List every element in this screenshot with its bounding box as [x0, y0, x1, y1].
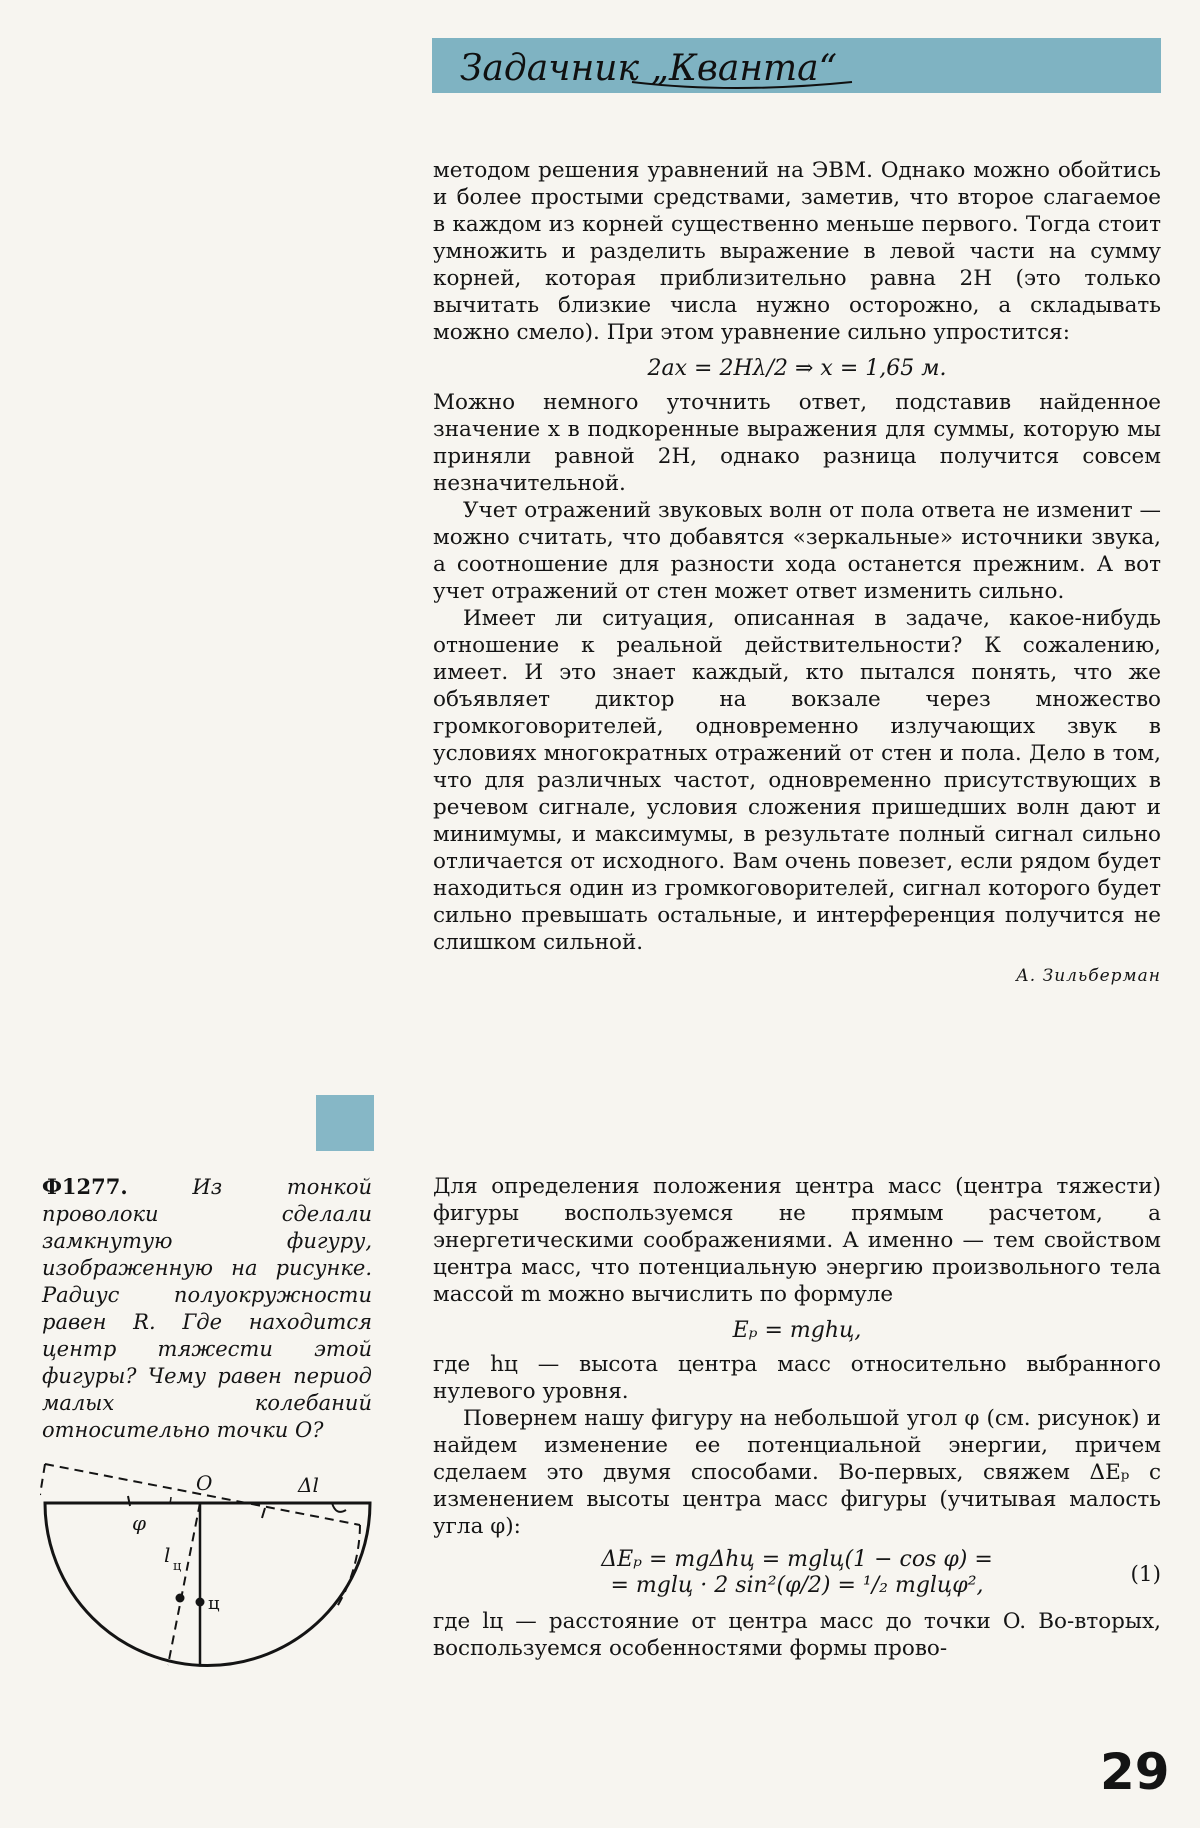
paragraph: где hц — высота центра масс относительно выбранного нулевого уровня. [433, 1352, 1161, 1404]
paragraph: Повернем нашу фигуру на небольшой угол φ (см. рисунок) и найдем изменение ее потенциальной энергии, причем сделаем это двумя способами. Во-первых, свяжем ΔEₚ с изменением высоты центра масс фигуры (учитывая малость угла φ): [433, 1406, 1161, 1539]
equation-number: (1) [1130, 1562, 1161, 1587]
bottom-column [433, 1173, 1161, 1662]
label-phi: φ [132, 1511, 147, 1535]
formula: Eₚ = mghц, [732, 1318, 862, 1343]
paragraph: Для определения положения центра масс (центра тяжести) фигуры воспользуемся не прямым расчетом, а энергетическими соображениями. А именно — тем свойством центра масс, что потенциальную энергию произвольного тела массой m можно вычислить по формуле [433, 1174, 1161, 1307]
formula-line: = mglц · 2 sin²(φ/2) = ¹/₂ mglцφ², [610, 1573, 984, 1598]
paragraph: где lц — расстояние от центра масс до точки O. Во-вторых, воспользуемся особенностями формы прово- [433, 1609, 1161, 1661]
angle-arc [170, 1497, 171, 1503]
top-column [433, 157, 1161, 990]
header-title: Задачник „Кванта“ [460, 48, 838, 89]
paragraph: Имеет ли ситуация, описанная в задаче, какое-нибудь отношение к реальной действительности? К сожалению, имеет. И это знает каждый, кто пытался понять, что же объявляет диктор на вокзале через множество громкоговорителей, одновременно излучающих звук в условиях многократных отражений от стен и пола. Дело в том, что для различных частот, одновременно присутствующих в речевом сигнале, условия сложения пришедших волн дают и минимумы, и максимумы, в результате полный сигнал сильно отличается от исходного. Вам очень повезет, если рядом будет находиться один из громкоговорителей, сигнал которого будет сильно превышать остальные, и интерференция получится не слишком сильной. [433, 606, 1161, 955]
formula-block [433, 1547, 1161, 1599]
label-l: l [164, 1543, 171, 1567]
center-of-mass-point [196, 1598, 205, 1607]
paragraph: методом решения уравнений на ЭВМ. Однако можно обойтись и более простыми средствами, заметив, что второе слагаемое в каждом из корней существенно меньше первого. Тогда стоит умножить и разделить выражение в левой части на сумму корней, которая приблизительно равна 2H (это только вычитать близкие числа нужно осторожно, а складывать можно смело). При этом уравнение сильно упростится: [433, 158, 1161, 345]
tick-mark [262, 1508, 265, 1518]
label-o: O [196, 1471, 213, 1495]
page-number: 29 [1100, 1743, 1170, 1801]
accent-square [316, 1095, 374, 1151]
rotated-axis [168, 1503, 200, 1665]
problem-number: Ф1277. [42, 1174, 128, 1199]
rotated-center-point [176, 1594, 185, 1603]
label-l-subscript: ц [173, 1559, 182, 1574]
semicircle-outline [45, 1503, 370, 1666]
header-band [432, 38, 1161, 93]
header-title-logo [432, 38, 1161, 93]
problem-text: Из тонкой проволоки сделали замкнутую фигуру, изображенную на рисунке. Радиус полуокружности равен R. Где находится центр тяжести этой фигуры? Чему равен период малых колебаний относительно точки O? [42, 1175, 372, 1442]
problem-statement [42, 1173, 372, 1444]
author-signature: А. Зильберман [1015, 966, 1161, 986]
paragraph: Можно немного уточнить ответ, подставив найденное значение x в подкоренные выражения для суммы, которую мы приняли равной 2H, однако разница получится совсем незначительной. [433, 390, 1161, 496]
wire-figure [40, 1440, 380, 1720]
formula-line: ΔEₚ = mgΔhц = mglц(1 − cos φ) = [601, 1547, 993, 1572]
formula: 2ax = 2Hλ/2 ⇒ x = 1,65 м. [647, 356, 947, 381]
label-delta-l: Δl [298, 1473, 319, 1497]
label-center: ц [208, 1593, 220, 1614]
rotated-edge [40, 1464, 45, 1495]
paragraph: Учет отражений звуковых волн от пола ответа не изменит — можно считать, что добавятся «зеркальные» источники звука, а соотношение для разности хода останется прежним. А вот учет отражений от стен может ответ изменить сильно. [433, 498, 1161, 604]
